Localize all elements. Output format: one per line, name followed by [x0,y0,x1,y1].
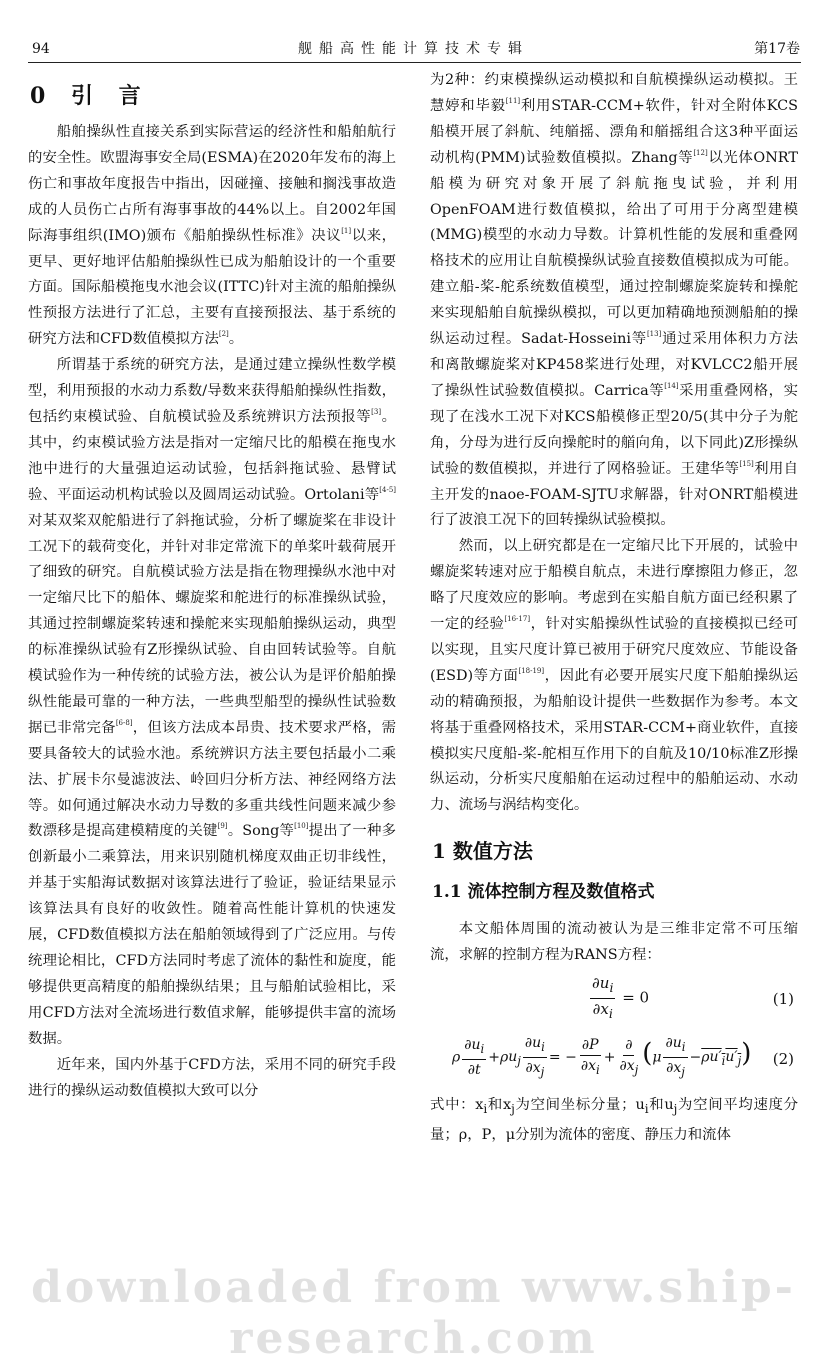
paragraph: 本文船体周围的流动被认为是三维非定常不可压缩流，求解的控制方程为RANS方程： [430,921,798,964]
left-column [28,68,396,1104]
page-number: 94 [32,41,50,57]
citation[interactable]: [10] [294,822,309,831]
citation[interactable]: [6-8] [115,718,133,727]
section-heading-numerical-method: 1 数值方法 [432,839,533,864]
paragraph: 然而，以上研究都是在一定缩尺比下开展的，试验中螺旋桨转速对应于船模自航点，未进行摩擦阻力修正，忽略了尺度效应的影响。考虑到在实船自航方面已经积累了一定的经验[16-17]，针对实船操纵性试验的直接模拟已经可以实现，且实尺度计算已被用于研究尺度效应、节能设备(ESD)等方面[18-19]，因此有必要开展实尺度下船舶操纵运动的精确预报，为船舶设计提供一些数据作为参考。本文将基于重叠网格技术，采用STAR-CCM+商业软件，直接模拟实尺度船-桨-舵相互作用下的自航及10/10标准Z形操纵运动，分析实尺度船舶在运动过程中的船舶运动、水动力、流场与涡结构变化。 [430,538,798,814]
citation[interactable]: [13] [646,330,662,339]
citation[interactable]: [11] [505,96,521,105]
equation-number: (1) [772,990,794,1009]
watermark: downloaded from www.ship-research.com [31,1262,796,1364]
citation[interactable]: [12] [693,148,708,157]
citation[interactable]: [9] [217,822,228,831]
citation[interactable]: [1] [341,226,352,235]
subsection-heading: 1.1 流体控制方程及数值格式 [432,882,655,903]
citation[interactable]: [18-19] [518,666,545,675]
journal-title: 舰船高性能计算技术专辑 [298,41,529,57]
paragraph: 船舶操纵性直接关系到实际营运的经济性和船舶航行的安全性。欧盟海事安全局(ESMA)在2020年发布的海上伤亡和事故年度报告中指出，因碰撞、接触和搁浅事故造成的人员伤亡占所有海事事故的44%以上。自2002年国际海事组织(IMO)颁布《船舶操纵性标准》决议[1]以来，更早、更好地评估船舶操纵性已成为船舶设计的一个重要方面。国际船模拖曳水池会议(ITTC)针对主流的船舶操纵性预报方法进行了汇总，主要有直接预报法、基于系统的研究方法和CFD数值模拟方法[2]。 [28,124,396,348]
citation[interactable]: [16-17] [504,615,531,624]
citation[interactable]: [2] [218,330,229,339]
right-column [430,68,798,1149]
equation-number: (2) [772,1050,794,1069]
section-heading-introduction: 0 引 言 [30,83,150,109]
equation-2: ρ $\frac{\partial u_i}{\partial t}$ $+\rho u_j$ $\frac{\partial u_i}{\partial x_j}$ = − $\frac{\partial P}{\partial x_i}$ + $\frac{\partial}{\partial x_j}$ (μ $\frac{\partial u_i}{\partial x_j}$ $-\rho u'_iu'_j$) (2) [452,1035,794,1079]
header-rule [28,62,801,63]
paragraph: 近年来，国内外基于CFD方法，采用不同的研究手段进行的操纵运动数值模拟大致可以分 [28,1056,396,1099]
equation-1: $\frac{\partial u_i}{\partial x_i}$ = 0 (1) [592,974,794,1022]
paragraph: 所谓基于系统的研究方法，是通过建立操纵性数学模型，利用预报的水动力系数/导数来获得船舶操纵性指数，包括约束模试验、自航模试验及系统辨识方法预报等[3]。其中，约束模试验方法是指对一定缩尺比的船模在拖曳水池中进行的大量强迫运动试验，包括斜拖试验、悬臂试验、平面运动机构试验以及圆周运动试验。Ortolani等[4-5]对某双桨双舵船进行了斜拖试验，分析了螺旋桨在非设计工况下的载荷变化，并针对非定常流下的单桨叶载荷展开了细致的研究。自航模试验方法是指在物理操纵水池中对一定缩尺比下的船体、螺旋桨和舵进行的标准操纵试验，其通过控制螺旋桨转速和操舵来实现船舶操纵运动，典型的标准操纵试验有Z形操纵试验、自由回转试验等。自航模试验作为一种传统的试验方法，被公认为是评价船舶操纵性能最可靠的一种方法，一些典型船型的操纵性试验数据已非常完备[6-8]，但该方法成本昂贵、技术要求严格，需要具备较大的试验水池。系统辨识方法主要包括最小二乘法、扩展卡尔曼滤波法、岭回归分析方法、神经网络方法等。如何通过解决水动力导数的多重共线性问题来减少参数漂移是提高建模精度的关键[9]。Song等[10]提出了一种多创新最小二乘算法，用来识别随机梯度双曲正切非线性，并基于实船海试数据对该算法进行了验证，验证结果显示该算法具有良好的收敛性。随着高性能计算机的快速发展，CFD数值模拟方法在船舶领域得到了广泛应用。与传统理论相比，CFD方法同时考虑了流体的黏性和旋度，能够提供更高精度的船舶操纵结果；且与船舶试验相比，采用CFD方法对全流场进行数值求解，能够提供丰富的流场数据。 [28,357,396,1047]
citation[interactable]: [14] [664,381,679,390]
paragraph: 式中：$x_i$和$x_j$为空间坐标分量；$u_i$和$u_j$为空间平均速度分量；ρ，P，μ分别为流体的密度、静压力和流体 [430,1097,798,1143]
citation[interactable]: [4-5] [379,485,396,494]
volume-label: 第17卷 [754,41,800,57]
citation[interactable]: [3] [371,407,382,416]
paragraph: 为2种：约束模操纵运动模拟和自航模操纵运动模拟。王慧婷和毕毅[11]利用STAR-CCM+软件，针对全附体KCS船模开展了斜航、纯艏摇、漂角和艏摇组合这3种平面运动机构(PMM)试验数值模拟。Zhang等[12]以光体ONRT船模为研究对象开展了斜航拖曳试验，并利用OpenFOAM进行数值模拟，给出了可用于分离型建模(MMG)模型的水动力导数。计算机性能的发展和重叠网格技术的应用让自航模操纵试验直接数值模拟成为可能。建立船-桨-舵系统数值模型，通过控制螺旋桨旋转和操舵来实现船舶自航操纵模拟，可以更加精确地预测船舶的操纵运动过程。Sadat-Hosseini等[13]通过采用体积力方法和离散螺旋桨对KP458桨进行处理，对KVLCC2船开展了操纵性试验数值模拟。Carrica等[14]采用重叠网格，实现了在浅水工况下对KCS船模修正型20/5(其中分子为舵角，分母为进行反向操舵时的艏向角，以下同此)Z形操纵试验的数值模拟，并进行了网格验证。王建华等[15]利用自主开发的naoe-FOAM-SJTU求解器，针对ONRT船模进行了波浪工况下的回转操纵试验模拟。 [430,72,798,529]
citation[interactable]: [15] [739,459,754,468]
